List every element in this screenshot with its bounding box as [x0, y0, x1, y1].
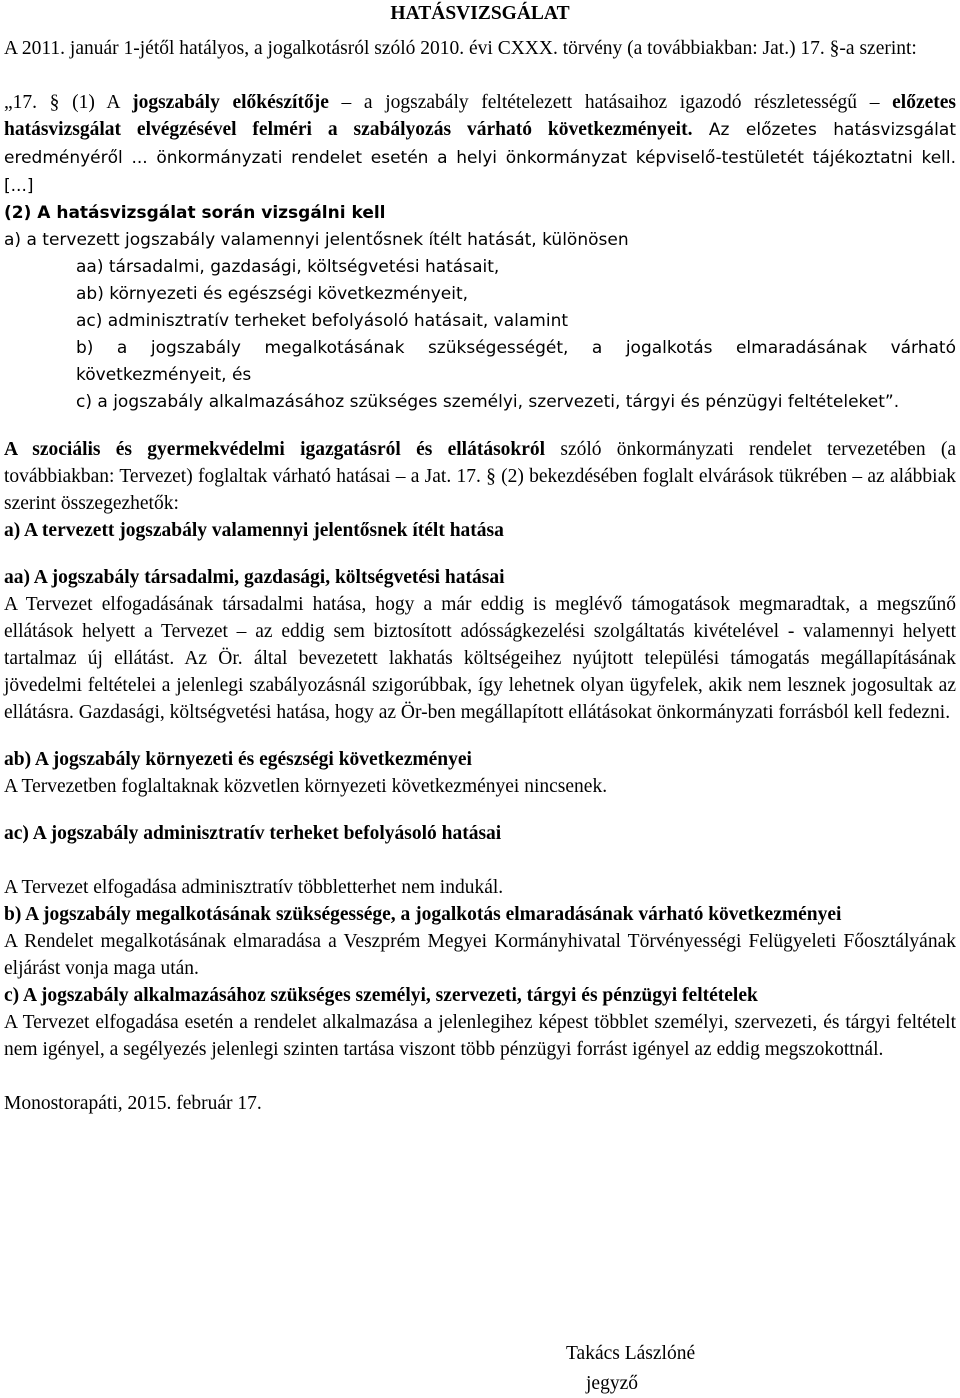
- signature-role: jegyző: [586, 1373, 638, 1394]
- section-ab-heading: ab) A jogszabály környezeti és egészségi következményei: [4, 749, 472, 770]
- quote-bold-2: előzetes hatásvizsgálat elvégzésével felméri a szabályozás várható következményeit.: [4, 92, 956, 140]
- section-aa-text: A Tervezet elfogadásának társadalmi hatása, hogy a már eddig is meglévő támogatások megmaradtak, a megszűnő ellátások helyett a Tervezet – az eddig sem biztosított adósságkezelési szolgáltatás kivételével - valamennyi helyett tartalmaz új ellátást. Az Ör. által bevezetett lakhatás költségeihez nyújtott települési támogatás megállapításának jövedelmi feltételei a jelenlegi szabályozásnál szigorúbbak, így lehetnek olyan ügyfelek, akik nem lesznek jogosultak az ellátásra. Gazdasági, költségvetési hatása, hogy az Ör-ben megállapított ellátásokat önkormányzati forrásból kell fedezni.: [4, 594, 956, 723]
- summary-text: szóló önkormányzati rendelet tervezetében (a továbbiakban: Tervezet) foglaltak várható hatásai – a Jat. 17. § (2) bekezdésében foglalt elvárások tükrében – az alábbiak szerint összegezhetők:: [4, 439, 956, 514]
- section-b-heading: b) A jogszabály megalkotásának szükségessége, a jogalkotás elmaradásának várható következményei: [4, 904, 842, 925]
- quote-item-ac: ac) adminisztratív terheket befolyásoló hatásait, valamint: [76, 311, 569, 331]
- quote-item-c: c) a jogszabály alkalmazásához szükséges személyi, szervezeti, tárgyi és pénzügyi feltételeket”.: [76, 392, 900, 412]
- quote-item-ab: ab) környezeti és egészségi következményeit,: [76, 284, 469, 304]
- quote-item-a: a) a tervezett jogszabály valamennyi jelentősnek ítélt hatását, különösen: [4, 230, 629, 250]
- section-c-text: A Tervezet elfogadása esetén a rendelet alkalmazása a jelenlegihez képest többlet személyi, szervezeti, és tárgyi feltételt nem igényel, a segélyezés jelenlegi szinten tartása viszont több pénzügyi forrást igényel az eddig megszokottnál.: [4, 1012, 956, 1060]
- section-b-text: A Rendelet megalkotásának elmaradása a Veszprém Megyei Kormányhivatal Törvényességi Felügyeleti Főosztályának eljárást vonja maga után.: [4, 931, 956, 979]
- place-date: Monostorapáti, 2015. február 17.: [4, 1093, 262, 1114]
- quote-tail: Az előzetes hatásvizsgálat eredményéről ... önkormányzati rendelet esetén a helyi önkormányzat képviselő-testületét tájékoztatni kell. [...]: [4, 120, 956, 196]
- section-ab-text: A Tervezetben foglaltaknak közvetlen környezeti következményei nincsenek.: [4, 776, 608, 797]
- intro-paragraph: A 2011. január 1-jétől hatályos, a jogalkotásról szóló 2010. évi CXXX. törvény (a továbbiakban: Jat.) 17. §-a szerint:: [4, 38, 917, 59]
- quote-item-b: b) a jogszabály megalkotásának szükségességét, a jogalkotás elmaradásának várható következményeit, és: [76, 338, 956, 385]
- quote-item-aa: aa) társadalmi, gazdasági, költségvetési hatásait,: [76, 257, 500, 277]
- section-c-heading: c) A jogszabály alkalmazásához szükséges személyi, szervezeti, tárgyi és pénzügyi feltételek: [4, 985, 758, 1006]
- document-title: HATÁSVIZSGÁLAT: [390, 3, 570, 24]
- summary-paragraph: [4, 436, 956, 517]
- summary-bold: A szociális és gyermekvédelmi igazgatásról és ellátásokról: [4, 439, 546, 460]
- quote-lead: „17. § (1) A: [4, 92, 133, 113]
- signature-name: Takács Lászlóné: [566, 1343, 696, 1364]
- section-ac-text: A Tervezet elfogadása adminisztratív többletterhet nem indukál.: [4, 877, 504, 898]
- quote-bold-1: jogszabály előkészítője: [132, 92, 329, 113]
- section-aa-heading: aa) A jogszabály társadalmi, gazdasági, költségvetési hatásai: [4, 567, 505, 588]
- quote-paragraph-1: [4, 89, 956, 200]
- quote-mid: – a jogszabály feltételezett hatásaihoz igazodó részletességű –: [328, 92, 893, 113]
- document-page: [4, 0, 956, 1117]
- section-a-heading: a) A tervezett jogszabály valamennyi jelentősnek ítélt hatása: [4, 520, 504, 541]
- quote-paragraph-2-heading: (2) A hatásvizsgálat során vizsgálni kell: [4, 203, 386, 223]
- section-ac-heading: ac) A jogszabály adminisztratív terheket befolyásoló hatásai: [4, 823, 502, 844]
